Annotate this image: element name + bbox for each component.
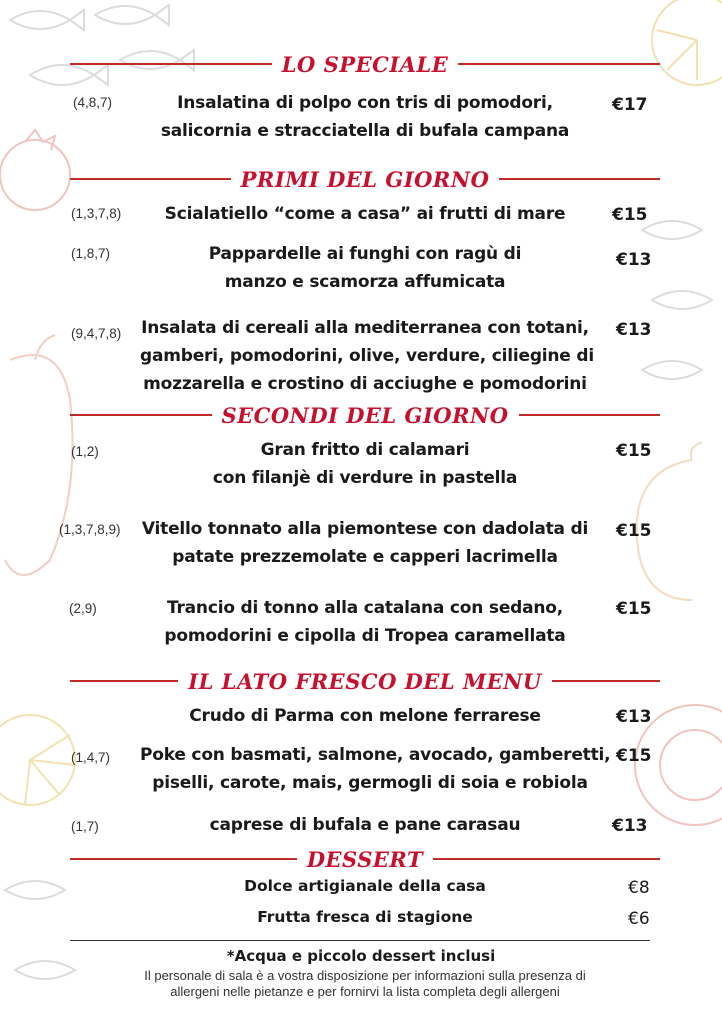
dish-name [140,240,590,296]
dish-line: manzo e scamorza affumicata [224,272,506,292]
divider-line [70,178,231,179]
dish-line: Gran fritto di calamari [260,440,470,460]
dish-line: Poke con basmati, salmone, avocado, gamberetti, [140,745,611,765]
dish-line: Vitello tonnato alla piemontese con dadolata di [141,519,589,539]
fish-sketch-right-icon [622,200,722,420]
dish-price: €15 [616,441,652,461]
divider-line [70,414,212,415]
dessert-name: Frutta fresca di stagione [257,908,473,926]
dish-line: Insalata di cereali alla mediterranea con totani, [141,318,589,338]
dish-price: €15 [616,521,652,541]
dish-line: piselli, carote, mais, germogli di soia e robiola [152,773,588,793]
dish-line: caprese di bufala e pane carasau [209,815,521,835]
dish-name [140,314,594,398]
section-header-speciale [70,49,660,79]
dish-price: €13 [616,707,652,727]
dish-line: con filanjè di verdure in pastella [212,468,518,488]
dish-line: salicornia e stracciatella di bufala campana [160,121,570,141]
dish-line: pomodorini e cipolla di Tropea caramellata [164,626,566,646]
dish-line: gamberi, pomodorini, olive, verdure, ciliegine di [140,346,594,366]
divider-line [499,178,660,179]
section-title: LO SPECIALE [281,51,449,77]
dish-line: Insalatina di polpo con tris di pomodori, [177,93,553,113]
dish-price: €15 [612,205,648,225]
dish-line: Pappardelle ai funghi con ragù di [208,244,522,264]
dish-name [140,594,590,650]
footer-included-note: *Acqua e piccolo dessert inclusi [226,947,496,965]
dish-price: €13 [616,320,652,340]
dish-line: patate prezzemolate e capperi lacrimella [172,547,558,567]
allergen-disclaimer [100,968,630,1000]
divider-line [70,63,272,64]
divider-line [552,680,660,681]
disclaimer-line: Il personale di sala è a vostra disposizione per informazioni sulla presenza di [144,968,586,983]
dish-price: €15 [616,746,652,766]
section-header-fresco [70,666,660,696]
divider-line [433,858,660,859]
allergen-codes: (2,9) [69,601,97,616]
dish-name [140,702,590,730]
dessert-price: €6 [628,909,650,929]
dish-line: Scialatiello “come a casa” ai frutti di mare [164,204,566,224]
disclaimer-line: allergeni nelle pietanze e per fornirvi la lista completa degli allergeni [170,984,560,999]
divider-line [70,680,178,681]
dish-line: mozzarella e crostino di acciughe e pomodorini [143,374,587,394]
dish-name [140,436,590,492]
section-header-secondi [70,400,660,430]
section-header-dessert [70,844,660,874]
allergen-codes: (4,8,7) [73,95,113,110]
allergen-codes: (1,3,7,8,9) [59,522,121,537]
dish-price: €13 [612,816,648,836]
lemon-sketch-left-icon [0,700,90,830]
dish-name [140,741,611,797]
dessert-name: Dolce artigianale della casa [244,877,486,895]
pepper-sketch-left-icon [0,330,80,590]
dish-line: Trancio di tonno alla catalana con sedano, [166,598,564,618]
divider-line [519,414,661,415]
allergen-codes: (1,8,7) [71,246,111,261]
section-title: SECONDI DEL GIORNO [221,402,509,428]
divider-line [458,63,660,64]
section-title: IL LATO FRESCO DEL MENU [188,668,542,694]
dessert-price: €8 [628,878,650,898]
section-header-primi [70,164,660,194]
dish-name [140,200,590,228]
allergen-codes: (1,3,7,8) [71,206,122,221]
dish-name [140,811,590,839]
section-title: DESSERT [306,846,424,872]
dish-name [140,515,590,571]
dish-price: €17 [612,95,648,115]
dish-price: €15 [616,599,652,619]
allergen-codes: (1,7) [71,819,99,834]
dish-price: €13 [616,250,652,270]
allergen-codes: (1,4,7) [71,750,111,765]
section-title: PRIMI DEL GIORNO [240,166,490,192]
footer-divider [70,940,650,941]
allergen-codes: (9,4,7,8) [71,326,122,341]
dish-name [140,89,590,145]
allergen-codes: (1,2) [71,444,99,459]
dish-line: Crudo di Parma con melone ferrarese [189,706,541,726]
divider-line [70,858,297,859]
